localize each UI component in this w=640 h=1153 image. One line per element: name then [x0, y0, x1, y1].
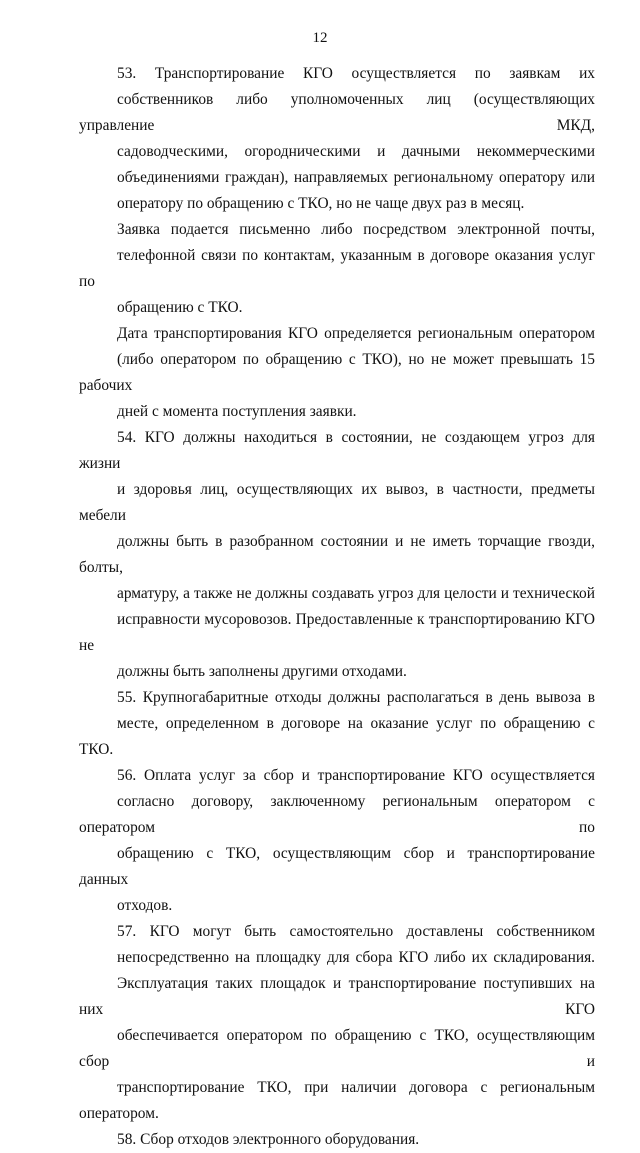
text-line: дней с момента поступления заявки.	[117, 403, 357, 420]
text-line: 57. КГО могут быть самостоятельно доставлены собственником	[117, 923, 595, 940]
text-line: собственников либо уполномоченных лиц (осуществляющих управление МКД,	[79, 91, 595, 134]
text-line: 58. Сбор отходов электронного оборудования.	[117, 1131, 420, 1148]
paragraph-53	[79, 61, 595, 217]
paragraph-55	[79, 685, 595, 763]
paragraph-57	[79, 919, 595, 1127]
text-line: обращению с ТКО, осуществляющим сбор и транспортирование данных	[79, 845, 595, 888]
text-line: и здоровья лиц, осуществляющих их вывоз, в частности, предметы мебели	[79, 481, 595, 524]
text-line: 53. Транспортирование КГО осуществляется по заявкам их	[117, 65, 595, 82]
paragraph-53-application	[79, 217, 595, 321]
text-line: 54. КГО должны находиться в состоянии, не создающем угроз для жизни	[79, 429, 595, 472]
text-line: согласно договору, заключенному региональным оператором с оператором по	[79, 793, 595, 836]
text-line: арматуру, а также не должны создавать угроз для целости и технической	[117, 585, 595, 602]
text-line: месте, определенном в договоре на оказание услуг по обращению с ТКО.	[79, 715, 595, 758]
text-line: объединениями граждан), направляемых региональному оператору или	[117, 169, 595, 186]
paragraph-56	[79, 763, 595, 919]
text-line: Дата транспортирования КГО определяется региональным оператором	[117, 325, 595, 342]
text-line: (либо оператором по обращению с ТКО), но не может превышать 15 рабочих	[79, 351, 595, 394]
text-line: отходов.	[117, 897, 173, 914]
text-line: транспортирование ТКО, при наличии договора с региональным оператором.	[79, 1079, 595, 1122]
text-line: садоводческими, огородническими и дачными некоммерческими	[117, 143, 595, 160]
paragraph-53-date	[79, 321, 595, 425]
text-line: телефонной связи по контактам, указанным в договоре оказания услуг по	[79, 247, 595, 290]
page-number: 12	[312, 30, 328, 46]
text-line: исправности мусоровозов. Предоставленные к транспортированию КГО не	[79, 611, 595, 654]
text-line: 55. Крупногабаритные отходы должны располагаться в день вывоза в	[117, 689, 595, 706]
paragraph-58	[79, 1127, 595, 1153]
text-line: должны быть заполнены другими отходами.	[117, 663, 407, 680]
text-line: непосредственно на площадку для сбора КГО либо их складирования.	[117, 949, 595, 966]
text-line: Заявка подается письменно либо посредством электронной почты,	[117, 221, 595, 238]
text-line: 56. Оплата услуг за сбор и транспортирование КГО осуществляется	[117, 767, 595, 784]
document-body	[79, 61, 595, 1153]
paragraph-54	[79, 425, 595, 685]
text-line: должны быть в разобранном состоянии и не иметь торчащие гвозди, болты,	[79, 533, 595, 576]
text-line: Эксплуатация таких площадок и транспортирование поступивших на них КГО	[79, 975, 595, 1018]
text-line: обеспечивается оператором по обращению с ТКО, осуществляющим сбор и	[79, 1027, 595, 1070]
text-line: оператору по обращению с ТКО, но не чаще двух раз в месяц.	[117, 195, 525, 212]
text-line: обращению с ТКО.	[117, 299, 243, 316]
